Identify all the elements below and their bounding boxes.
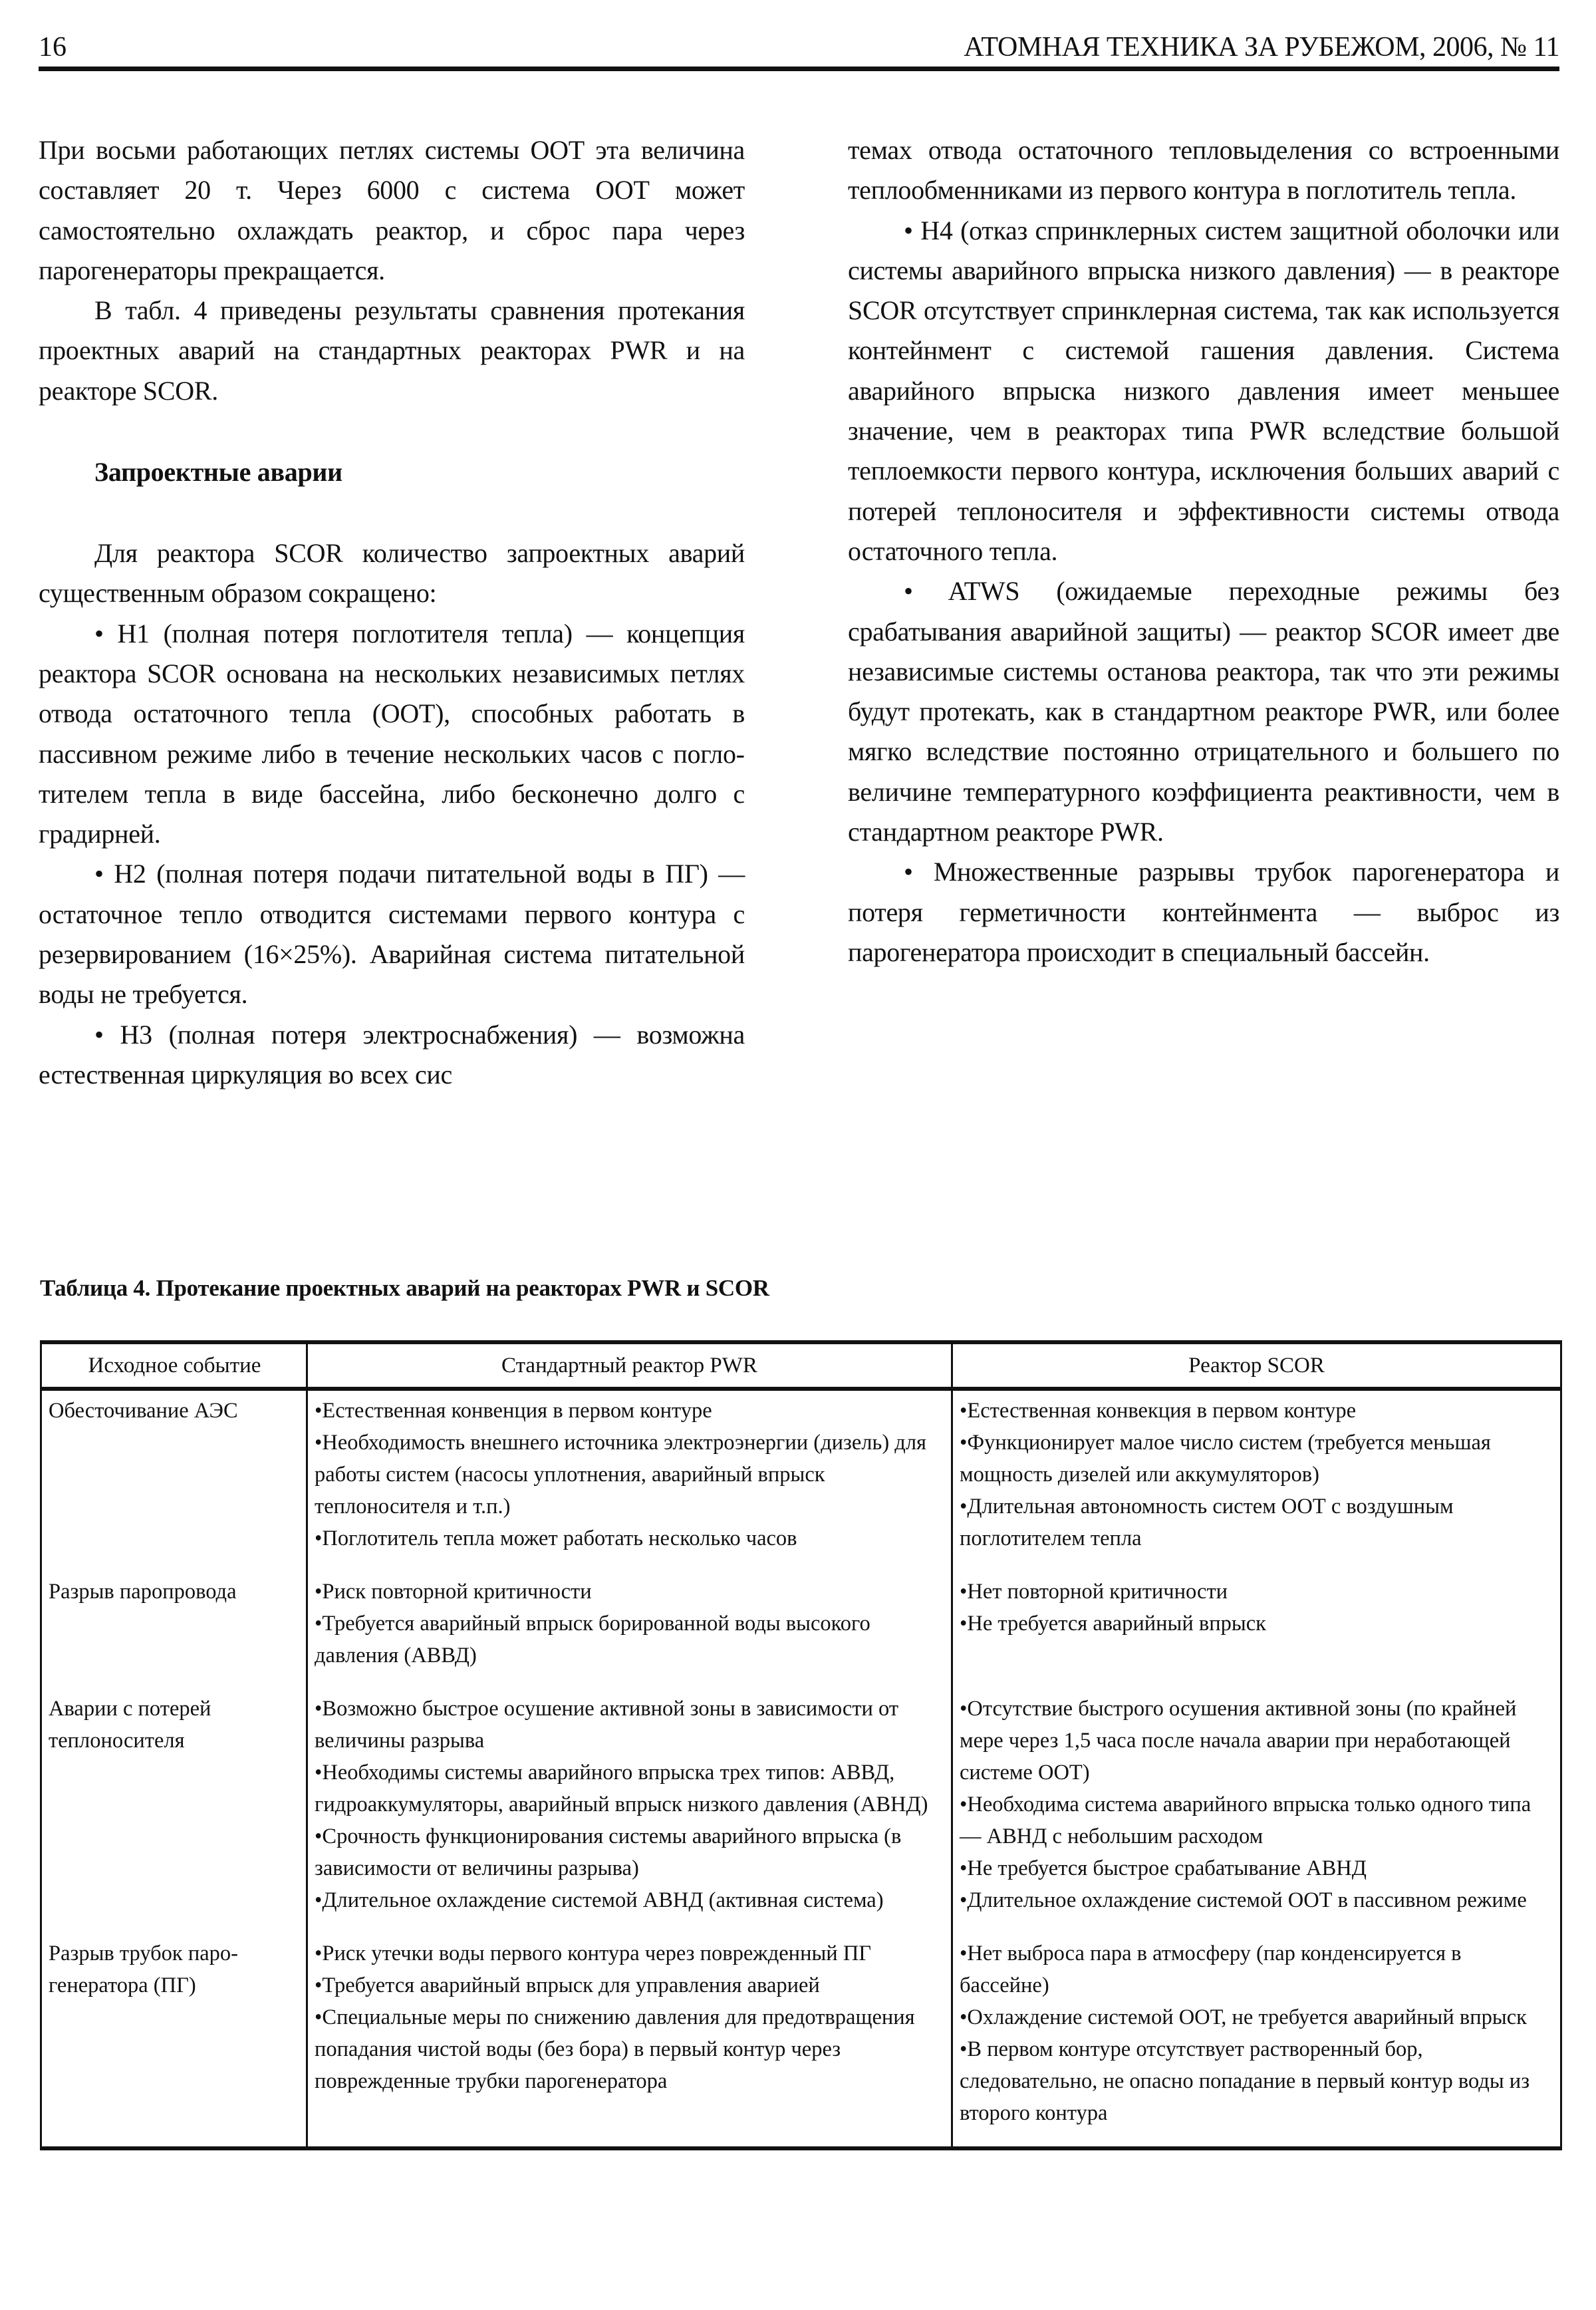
table-title: Таблица 4. Протекание проектных аварий на реакторах PWR и SCOR bbox=[40, 1275, 769, 1301]
page-number: 16 bbox=[39, 32, 66, 63]
list-item: • Длительное охлаждение системой ООТ в пассивном режиме bbox=[960, 1884, 1555, 1916]
event-cell: Аварии с потерей теплоносителя bbox=[49, 1697, 211, 1753]
list-item: • Длительное охлаждение системой АВНД (активная система) bbox=[315, 1884, 946, 1916]
list-item: • Риск утечки воды первого контура через поврежденный ПГ bbox=[315, 1938, 946, 1969]
event-cell: Разрыв паропровода bbox=[49, 1580, 237, 1604]
pwr-cell bbox=[307, 1689, 952, 1934]
bullet-paragraph-sg-ruptures: • Множественные разрывы трубок парогенератора и потеря герметичности контейнмента — выброс из парогенератора происходит в специальный бассейн. bbox=[848, 857, 1559, 967]
list-item: • Охлаждение системой ООТ, не требуется аварийный впрыск bbox=[960, 2001, 1555, 2033]
list-item: • Поглотитель тепла может работать несколько часов bbox=[315, 1522, 946, 1554]
list-item: • Необходимость внешнего источника электроэнергии (дизель) для работы систем (насосы уплотнения, аварийный впрыск теплоносителя и т.п.) bbox=[315, 1427, 946, 1522]
list-item: • Возможно быстрое осушение активной зоны в зависимости от величины разрыва bbox=[315, 1693, 946, 1757]
list-item: • Нет повторной критичности bbox=[960, 1576, 1555, 1608]
list-item: • Функционирует малое число систем (требуется меньшая мощность дизелей или аккумуляторов) bbox=[960, 1427, 1555, 1491]
list-item: • Естественная конвекция в первом контуре bbox=[960, 1395, 1555, 1427]
scor-cell bbox=[952, 1934, 1561, 2148]
table-row bbox=[41, 1389, 1561, 1572]
list-item: • Нет выброса пара в атмосферу (пар конденсируется в бассейне) bbox=[960, 1938, 1555, 2001]
list-item: • Специальные меры по снижению давления для предотвращения попадания чистой воды (без бора) в первый контур через поврежденные трубки парогенератора bbox=[315, 2001, 946, 2097]
bullet-paragraph-h4: • H4 (отказ спринклерных систем защитной оболочки или системы аварийного впрыска низкого давления) — в реакторе SCOR отсутствует спринклерная система, так как используется контейнмент с системой гашения давления. Система аварийного впрыска низкого давления имеет меньшее значение, чем в реакторах типа PWR вследствие большой теплоемкости первого контура, исключения больших аварий с потерей теплоносителя и эффективности системы отвода остаточного тепла. bbox=[848, 215, 1559, 566]
list-item: • Длительная автономность систем ООТ с воздушным поглотителем тепла bbox=[960, 1491, 1555, 1554]
comparison-table bbox=[40, 1340, 1562, 2150]
paragraph: темах отвода остаточного тепловыделения со встроенными теплообменниками из первого контура в поглотитель тепла. bbox=[848, 135, 1559, 206]
pwr-cell bbox=[307, 1934, 952, 2148]
list-item: • Необходима система аварийного впрыска только одного типа — АВНД с небольшим расходом bbox=[960, 1789, 1555, 1852]
left-column bbox=[39, 130, 745, 1095]
column-header-pwr: Стандартный реактор PWR bbox=[307, 1342, 952, 1389]
bullet-paragraph-h2: • H2 (полная потеря подачи питательной воды в ПГ) — остаточное тепло отводится системами первого контура с резервированием (16×25%). Аварийная система питательной воды не требуется. bbox=[39, 859, 745, 1010]
list-item: • Требуется аварийный впрыск борированной воды высокого давления (АВВД) bbox=[315, 1608, 946, 1671]
bullet-paragraph-atws: • ATWS (ожидаемые переходные режимы без срабатывания аварийной защиты) — реактор SCOR имеет две независимые системы останова реактора, так что эти режимы будут протекать, как в стандартном реакторе PWR, или более мягко вследствие постоянно отрицательного и большего по величине температурного коэффициента реактивности, чем в стандартном реакторе PWR. bbox=[848, 576, 1559, 847]
table-row bbox=[41, 1689, 1561, 1934]
column-header-event: Исходное событие bbox=[41, 1342, 307, 1389]
pwr-cell bbox=[307, 1389, 952, 1572]
page-header bbox=[39, 28, 1559, 71]
bullet-paragraph-h3: • H3 (полная потеря электроснабжения) — возможна естественная циркуляция во всех сис bbox=[39, 1019, 745, 1089]
scor-cell bbox=[952, 1689, 1561, 1934]
list-item: • Не требуется аварийный впрыск bbox=[960, 1608, 1555, 1640]
list-item: • Требуется аварийный впрыск для управления аварией bbox=[315, 1969, 946, 2001]
pwr-cell bbox=[307, 1572, 952, 1689]
list-item: • Риск повторной критичности bbox=[315, 1576, 946, 1608]
scor-cell bbox=[952, 1572, 1561, 1689]
journal-title: АТОМНАЯ ТЕХНИКА ЗА РУБЕЖОМ, 2006, № 11 bbox=[964, 32, 1559, 63]
paragraph: В табл. 4 приведены результаты сравнения протекания проектных аварий на стандартных реакторах PWR и на реакторе SCOR. bbox=[39, 295, 745, 406]
column-header-scor: Реактор SCOR bbox=[952, 1342, 1561, 1389]
event-cell: Обесточивание АЭС bbox=[49, 1399, 238, 1423]
table-row bbox=[41, 1572, 1561, 1689]
section-heading: Запроектные аварии bbox=[94, 457, 342, 488]
list-item: • Естественная конвенция в первом контуре bbox=[315, 1395, 946, 1427]
list-item: • Срочность функционирования системы аварийного впрыска (в зависимости от величины разрыва) bbox=[315, 1820, 946, 1884]
list-item: • Необходимы системы аварийного впрыска трех типов: АВВД, гидроаккумуляторы, аварийный впрыск низкого давления (АВНД) bbox=[315, 1757, 946, 1820]
bullet-paragraph-h1: • H1 (полная потеря поглотителя тепла) — концепция реактора SCOR основана на нескольких независимых петлях отвода остаточного тепла (ООТ), способных работать в пассивном режиме либо в течение нескольких часов с поглотителем тепла в виде бассейна, либо бесконечно долго с градирней. bbox=[39, 618, 745, 849]
table-row bbox=[41, 1934, 1561, 2148]
scor-cell bbox=[952, 1389, 1561, 1572]
list-item: • Не требуется быстрое срабатывание АВНД bbox=[960, 1852, 1555, 1884]
right-column bbox=[848, 130, 1559, 972]
list-item: • В первом контуре отсутствует растворенный бор, следовательно, не опасно попадание в первый контур воды из второго контура bbox=[960, 2033, 1555, 2129]
paragraph: Для реактора SCOR количество запроектных аварий существенным образом сокращено: bbox=[39, 538, 745, 609]
list-item: • Отсутствие быстрого осушения активной зоны (по крайней мере через 1,5 часа после начала аварии при неработающей системе ООТ) bbox=[960, 1693, 1555, 1789]
table-header-row bbox=[41, 1342, 1561, 1389]
event-cell: Разрыв трубок парогенератора (ПГ) bbox=[49, 1942, 238, 1997]
paragraph: При восьми работающих петлях системы ООТ эта величина составляет 20 т. Через 6000 с система ООТ может самостоятельно охлаждать реактор, и сброс пара через парогенераторы прекращается. bbox=[39, 135, 745, 285]
